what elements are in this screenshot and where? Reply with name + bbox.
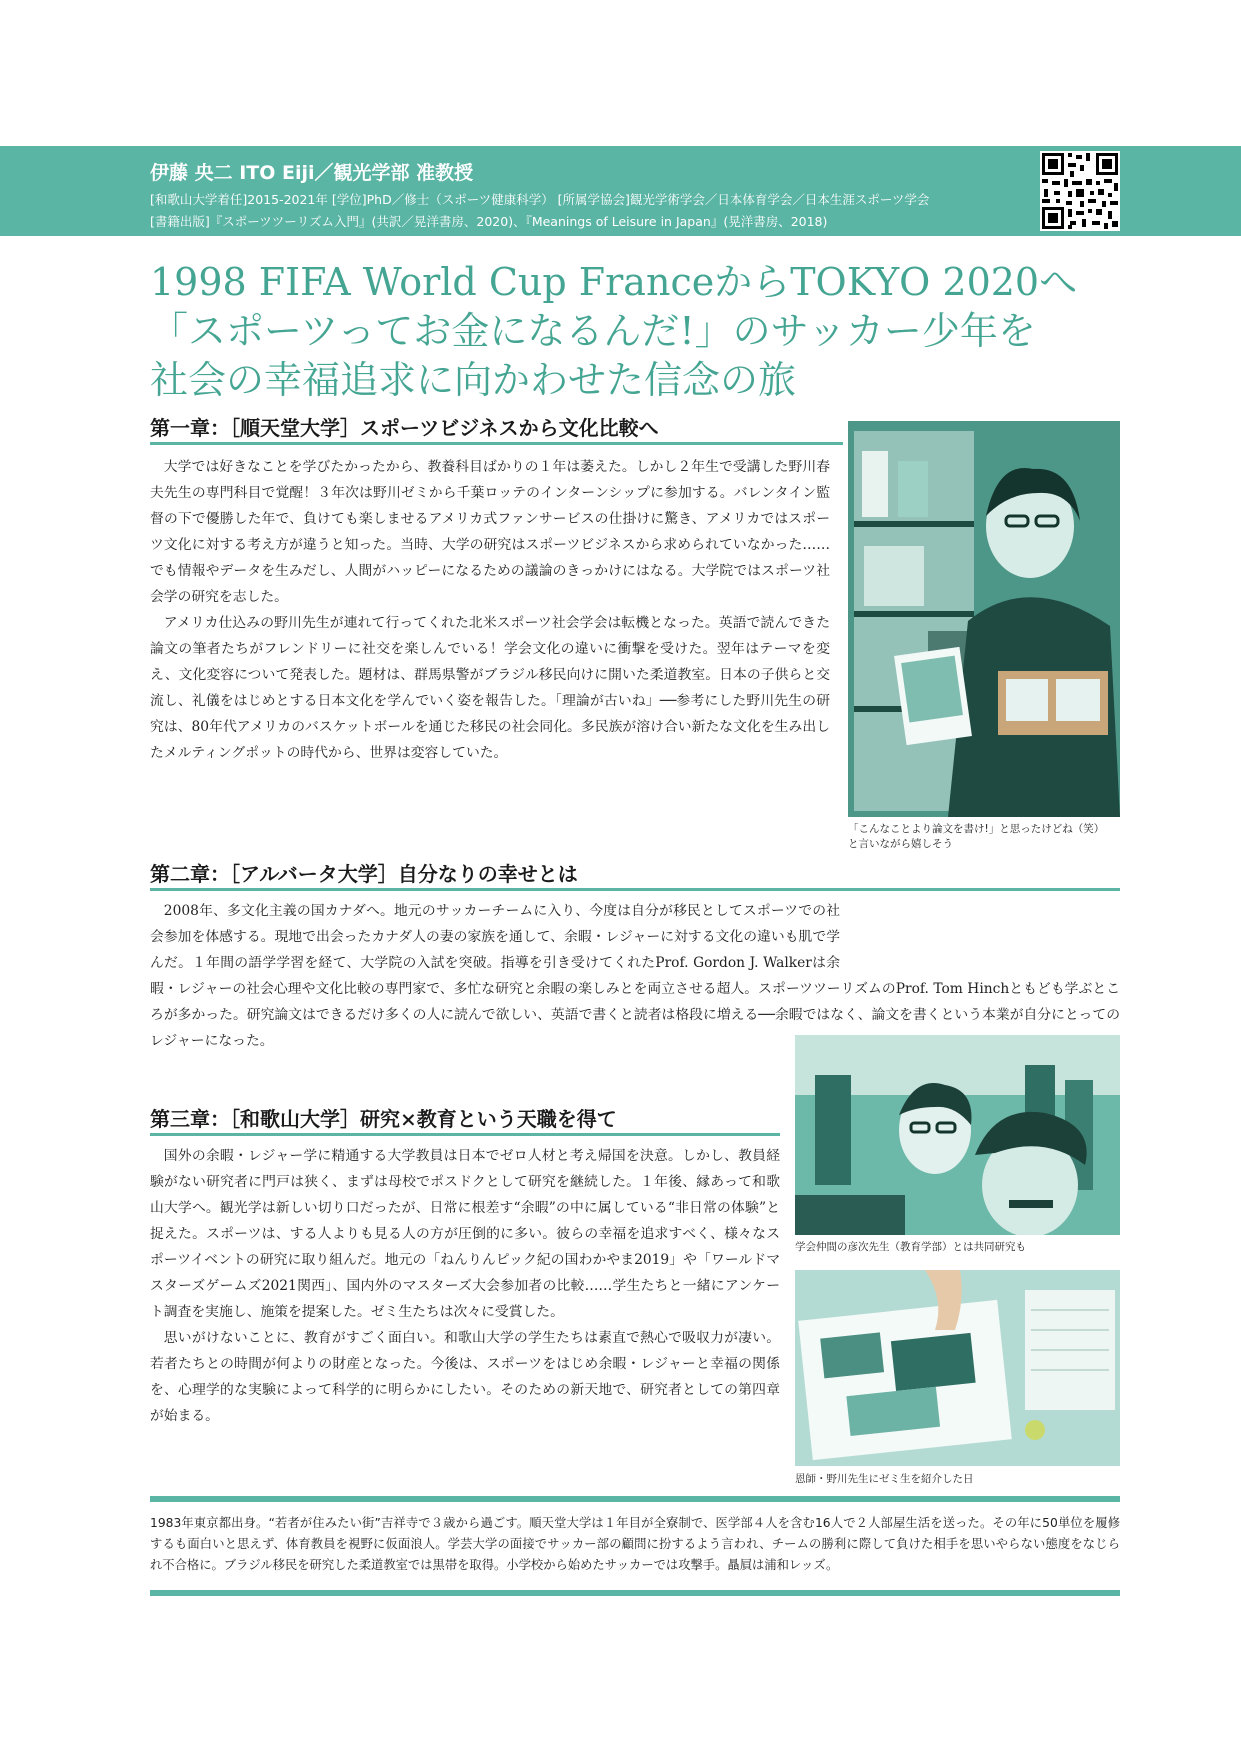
chapter1-body xyxy=(150,454,830,766)
photo-seminar-scrapbook xyxy=(795,1270,1120,1466)
bio-top-rule xyxy=(150,1496,1120,1502)
photo1-caption xyxy=(848,822,1104,852)
chapter2-photo-wrap-spacer xyxy=(840,898,1120,953)
chapter1-paragraph2: アメリカ仕込みの野川先生が連れて行ってくれた北米スポーツ社会学会は転機となった。英語で読んできた論文の筆者たちがフレンドリーに社交を楽しんでいる！学会文化の違いに衝撃を受けた。翌年はテーマを変え、文化変容について発表した。題材は、群馬県警がブラジル移民向けに開いた柔道教室。日本の子供らと交流し、礼儀をはじめとする日本文化を学んでいく姿を報告した。「理論が古いね」──参考にした野川先生の研究は、80年代アメリカのバスケットボールを通じた移民の社会同化。多民族が溶け合い新たな文化を生み出したメルティングポットの時代から、世界は変容していた。 xyxy=(150,615,830,761)
chapter3-heading: 第三章：［和歌山大学］研究×教育という天職を得て xyxy=(150,1107,617,1131)
photo-professor-holding-books xyxy=(848,421,1120,817)
chapter2-underline xyxy=(150,888,1120,891)
title-line2: 「スポーツってお金になるんだ!」のサッカー少年を xyxy=(150,309,1036,353)
article-title xyxy=(150,258,1120,405)
photo3-caption: 恩師・野川先生にゼミ生を紹介した日 xyxy=(795,1473,974,1485)
chapter1-underline xyxy=(150,442,843,445)
chapter3-paragraph1: 国外の余暇・レジャー学に精通する大学教員は日本でゼロ人材と考え帰国を決意。しかし、教員経験がない研究者に門戸は狭く、まずは母校でポスドクとして研究を継続した。１年後、縁あって和歌山大学へ。観光学は新しい切り口だったが、日常に根差す“余暇”の中に属している“非日常の体験”と捉えた。スポーツは、する人よりも見る人の方が圧倒的に多い。彼らの幸福を追求すべく、様々なスポーツイベントの研究に取り組んだ。地元の「ねんりんピック紀の国わかやま2019」や「ワールドマスターズゲームズ2021関西」、国内外のマスターズ大会参加者の比較……学生たちと一緒にアンケート調査を実施し、施策を提案した。ゼミ生たちは次々に受賞した。 xyxy=(150,1148,780,1320)
author-meta-line1: [和歌山大学着任]2015-2021年 [学位]PhD／修士（スポーツ健康科学） [所属学協会]観光学術学会／日本体育学会／日本生涯スポーツ学会 xyxy=(150,192,930,207)
photo1-caption-line2: と言いながら嬉しそう xyxy=(848,838,953,850)
chapter2-heading: 第二章：［アルバータ大学］自分なりの幸せとは xyxy=(150,862,578,886)
photo1-caption-line1: 「こんなことより論文を書け!」と思ったけどね（笑） xyxy=(848,823,1105,835)
author-bio: 1983年東京都出身。“若者が住みたい街”吉祥寺で３歳から過ごす。順天堂大学は１年目が全寮制で、医学部４人を含む16人で２人部屋生活を送った。その年に50単位を履修するも面白いと思えず、体育教員を視野に仮面浪人。学芸大学の面接でサッカー部の顧問に扮するよう言われ、チームの勝利に際して負けた相手を思いやらない態度をなじられ不合格に。ブラジル移民を研究した柔道教室では黒帯を取得。小学校から始めたサッカーでは攻撃手。贔屓は浦和レッズ。 xyxy=(150,1516,1120,1572)
chapter3-underline xyxy=(150,1133,780,1136)
chapter3-paragraph2: 思いがけないことに、教育がすごく面白い。和歌山大学の学生たちは素直で熱心で吸収力が凄い。若者たちとの時間が何よりの財産となった。今後は、スポーツをはじめ余暇・レジャーと幸福の関係を、心理学的な実験によって科学的に明らかにしたい。そのための新天地で、研究者としての第四章が始まる。 xyxy=(150,1330,780,1424)
chapter2-paragraph1: 2008年、多文化主義の国カナダへ。地元のサッカーチームに入り、今度は自分が移民としてスポーツでの社会参加を体感する。現地で出会ったカナダ人の妻の家族を通して、余暇・レジャーに対する文化の違いも肌で学んだ。１年間の語学学習を経て、大学院の入試を突破。指導を引き受けてくれたProf. Gordon J. Walkerは余暇・レジャーの社会心理や文化比較の専門家で、多忙な研究と余暇の楽しみとを両立させる超人。スポーツツーリズムのProf. Tom Hinchともども学ぶところが多かった。研究論文はできるだけ多くの人に読んで欲しい、英語で書くと読者は格段に増える──余暇ではなく、論文を書くという本業が自分にとってのレジャーになった。 xyxy=(150,903,1120,1049)
title-line3: 社会の幸福追求に向かわせた信念の旅 xyxy=(150,358,797,402)
chapter1-paragraph1: 大学では好きなことを学びたかったから、教養科目ばかりの１年は萎えた。しかし２年生で受講した野川春夫先生の専門科目で覚醒！３年次は野川ゼミから千葉ロッテのインターンシップに参加する。バレンタイン監督の下で優勝した年で、負けても楽しませるアメリカ式ファンサービスの仕掛けに驚き、アメリカではスポーツ文化に対する考え方が違うと知った。当時、大学の研究はスポーツビジネスから求められていなかった……でも情報やデータを生みだし、人間がハッピーになるための議論のきっかけにはなる。大学院ではスポーツ社会学の研究を志した。 xyxy=(150,459,830,605)
qr-code-icon[interactable] xyxy=(1040,151,1120,231)
author-name: 伊藤 央二 ITO Eiji／観光学部 准教授 xyxy=(150,162,474,184)
title-line1: 1998 FIFA World Cup FranceからTOKYO 2020へ xyxy=(150,260,1078,304)
chapter1-heading: 第一章：［順天堂大学］スポーツビジネスから文化比較へ xyxy=(150,416,659,440)
photo2-caption: 学会仲間の彦次先生（教育学部）とは共同研究も xyxy=(795,1241,1026,1253)
bio-bottom-rule xyxy=(150,1590,1120,1596)
photo-selfie-colleague xyxy=(795,1035,1120,1235)
chapter3-body xyxy=(150,1143,780,1429)
author-meta-line2: [書籍出版]『スポーツツーリズム入門』(共訳／晃洋書房、2020)、『Meanings of Leisure in Japan』(晃洋書房、2018) xyxy=(150,214,828,229)
chapter2-body xyxy=(150,898,1120,1049)
